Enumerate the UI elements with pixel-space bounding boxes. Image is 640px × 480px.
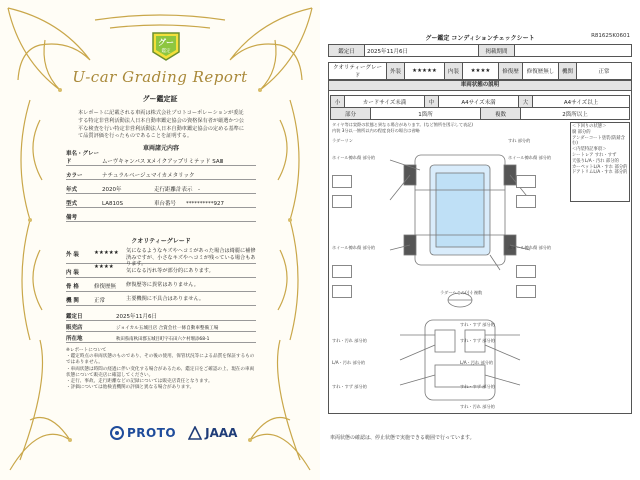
grade-label: クオリティーグレード	[329, 63, 387, 80]
interior-label: 内装	[445, 63, 463, 80]
row-key2: 走行距離計表示	[154, 187, 193, 193]
interior-label: L/A・汚れ 部分的	[332, 360, 366, 365]
legend-line: シートレア すれ・すず	[572, 152, 617, 158]
row-key: 型式	[66, 201, 78, 207]
size-small-label: 小	[331, 96, 345, 108]
exterior-value: ★★★★★	[405, 63, 445, 80]
legend-line: カーペットL/A・すれ 部分的	[572, 164, 628, 170]
address-value: 秋田県南秋田郡五城目町字石田六ケ村堰添68-1	[116, 337, 210, 342]
legend-line: 天張りL/A・汚れ 部分的	[572, 158, 619, 164]
dealer-value: ジョイカル五城目店 合資会社一條自動車整備工場	[116, 326, 219, 331]
badge-subtext: 鑑定	[161, 49, 171, 54]
row-value: ナチュラルベージュマイカメタリック	[102, 173, 195, 179]
damage-label: ラダーリン	[332, 138, 353, 143]
damage-label: ラダーへこみ(小) 複数	[440, 290, 483, 295]
date-value: 2025年11月6日	[116, 314, 157, 320]
note-box	[332, 175, 352, 188]
footer-note: 車両状態の確認は、停止状態で実施できる範囲で行っています。	[330, 435, 475, 441]
badge-text: グー	[158, 38, 174, 47]
condition-title: 車両状態の説明	[328, 80, 632, 91]
quality-stars: 正常	[94, 298, 106, 304]
multiple-label: 複数	[481, 108, 521, 120]
quality-key: 内 装	[66, 270, 79, 276]
row-value2: -	[198, 187, 200, 193]
multiple-value: 2箇所以上	[521, 108, 630, 120]
dealer-rows	[66, 310, 256, 343]
jaaa-mark-icon	[188, 426, 202, 440]
legend-line: ドアトリムL/A・すれ 部分的	[572, 170, 628, 176]
address-row	[66, 332, 256, 343]
legend-line: アンダーコート塗装(防錆含む)	[572, 135, 625, 147]
goo-kantei-badge	[150, 30, 182, 62]
repair-value: 修復歴無し	[523, 63, 559, 80]
interior-label: すれ・すず 部分的	[332, 384, 367, 389]
exterior-label: 外装	[387, 63, 405, 80]
damage-label: すれ 部分的	[508, 138, 531, 143]
interior-label: すれ・汚れ 部分的	[460, 404, 495, 409]
note-box	[332, 285, 352, 298]
vehicle-row-color	[66, 166, 256, 180]
quality-row-interior	[66, 264, 256, 278]
header-table-2	[328, 62, 632, 80]
date-label: 鑑定日	[66, 314, 83, 320]
quality-stars: ★★★★	[94, 264, 114, 270]
size-large-value: A4サイズ以上	[533, 96, 630, 108]
legend-line: ＜下回りの状態＞	[572, 124, 607, 129]
proto-mark-icon	[110, 426, 124, 440]
quality-key: 外 装	[66, 252, 79, 258]
note-item: ・走行、事故、走行距離などの記録については販売店責任となります。	[66, 379, 213, 385]
repair-label: 修復歴	[499, 63, 523, 80]
proto-logo	[110, 426, 176, 440]
vehicle-row-name	[66, 152, 256, 166]
interior-label: L/A・汚れ 部分的	[460, 360, 494, 365]
quality-desc: 主要機関に不具合はありません。	[126, 296, 205, 302]
quality-row-engine	[66, 292, 256, 306]
note-box	[332, 195, 352, 208]
row-value: 2020年	[102, 187, 122, 193]
row-key: 年式	[66, 187, 78, 193]
quality-desc: 修復歴等に異常はありません。	[126, 282, 199, 288]
certificate-subtitle: グー鑑定証	[142, 95, 178, 103]
quality-key: 骨 格	[66, 284, 79, 290]
quality-section-title: クオリティーグレード	[131, 238, 191, 245]
sheet-title: グー鑑定 コンディションチェックシート	[425, 35, 535, 42]
interior-value: ★★★★	[463, 63, 499, 80]
engine-value: 正常	[577, 63, 632, 80]
date-value: 2025年11月6日	[365, 45, 479, 57]
quality-key: 機 関	[66, 298, 79, 304]
header-table-1	[328, 44, 632, 57]
quality-stars: 修復歴無	[94, 284, 117, 290]
row-key: カラー	[66, 173, 83, 179]
quality-desc: 気になる汚れ等が部分的にあります。	[126, 268, 214, 274]
desc-line-2: 内装 3分以一箇所以内の程度良好の場合は省略	[332, 128, 420, 133]
certificate-intro: 本レポートに記載される車両は株式会社プロトコーポレーションが委託する特定非営利活動法人日本自動車鑑定協会の資格保有者が厳選かつ公平な検査を行い特定非営利活動法人日本自動車鑑定協会の定める基準にて品質評価を行ったものであることを証明する。	[78, 110, 245, 140]
part-label: 部分	[331, 108, 371, 120]
car-glass	[436, 173, 484, 247]
size-medium-label: 中	[425, 96, 439, 108]
size-small-value: カードサイズ未満	[345, 96, 425, 108]
note-item: ・車両状態は時間の経過に伴い変化する場合があるため、鑑定日をご確認の上、現在の車両状態について販売店に確認してください。	[66, 366, 255, 378]
document-id: R81625K0601	[591, 33, 630, 39]
note-item: ・評価については他検査機関の評価と異なる場合があります。	[66, 385, 195, 391]
damage-label: ホイール擦れ傷 部分的	[332, 155, 376, 160]
damage-label: ホイール擦れ傷 部分的	[508, 155, 552, 160]
quality-stars: ★★★★★	[94, 250, 119, 256]
logos	[110, 426, 237, 440]
row-key: 車名・グレード	[66, 151, 100, 165]
part-value: 1箇所	[371, 108, 481, 120]
dealer-row	[66, 321, 256, 332]
interior-label: すれ・すず 部分的	[460, 384, 495, 389]
note-box	[516, 285, 536, 298]
period-value	[515, 45, 632, 57]
part-table	[330, 107, 630, 120]
note-box	[516, 265, 536, 278]
note-box	[516, 195, 536, 208]
legend	[572, 124, 628, 176]
damage-label: ホイール擦れ傷 部分的	[332, 245, 376, 250]
report-notes	[66, 348, 256, 391]
row-key: 備考	[66, 215, 78, 221]
vehicle-rows	[66, 152, 256, 222]
quality-row-frame	[66, 278, 256, 292]
quality-row-exterior	[66, 246, 256, 267]
row-key2: 車台番号	[154, 201, 177, 207]
note-box	[332, 265, 352, 278]
jaaa-logo-text: JAAA	[205, 426, 238, 440]
note-box	[516, 175, 536, 188]
row-value: LA810S	[102, 201, 123, 207]
quality-desc: 気になるようなキズやヘコミがあった場合は綺麗に補修済みですが、小さなキズやヘコミが残っている場合もあります。	[126, 248, 256, 267]
size-medium-value: A4サイズ未満	[439, 96, 519, 108]
date-row	[66, 310, 256, 321]
period-label: 掲載期間	[479, 45, 515, 57]
jaaa-logo	[188, 426, 237, 440]
address-label: 所在地	[66, 336, 83, 342]
certificate-title: U-car Grading Report	[72, 68, 248, 86]
size-large-label: 大	[519, 96, 533, 108]
damage-label: ホイール擦れ傷 部分的	[508, 245, 552, 250]
vehicle-row-year	[66, 180, 256, 194]
note-item: ・鑑定時点の車両状態のものであり、その後の使用、保管状況等による品質を保証するものではありません。	[66, 354, 255, 366]
interior-label: すれ・すず 部分的	[460, 338, 495, 343]
vehicle-section-title: 車両諸元内容	[142, 145, 179, 152]
proto-logo-text: PROTO	[127, 426, 177, 440]
date-label: 鑑定日	[329, 45, 365, 57]
notes-title: ※レポートについて	[66, 348, 107, 353]
dealer-label: 販売店	[66, 325, 83, 331]
desc-line-1: タイヤ等は実際の状態と異なる場合があります。(など箇所を図示して表記)	[332, 122, 474, 127]
legend-line: ＜内装特記事項＞	[572, 147, 607, 153]
row-value: ムーヴキャンバス Xメイクアップリミテッド SAⅢ	[102, 159, 224, 165]
interior-label: すれ・汚れ 部分的	[332, 338, 367, 343]
engine-label: 機関	[559, 63, 577, 80]
vehicle-row-model	[66, 194, 256, 208]
interior-label: すれ・すず 部分的	[460, 322, 495, 327]
condition-check-sheet	[320, 0, 640, 480]
legend-line: 腐 部分的	[572, 129, 591, 135]
vehicle-row-remarks	[66, 208, 256, 222]
row-value2: **********927	[186, 201, 224, 207]
